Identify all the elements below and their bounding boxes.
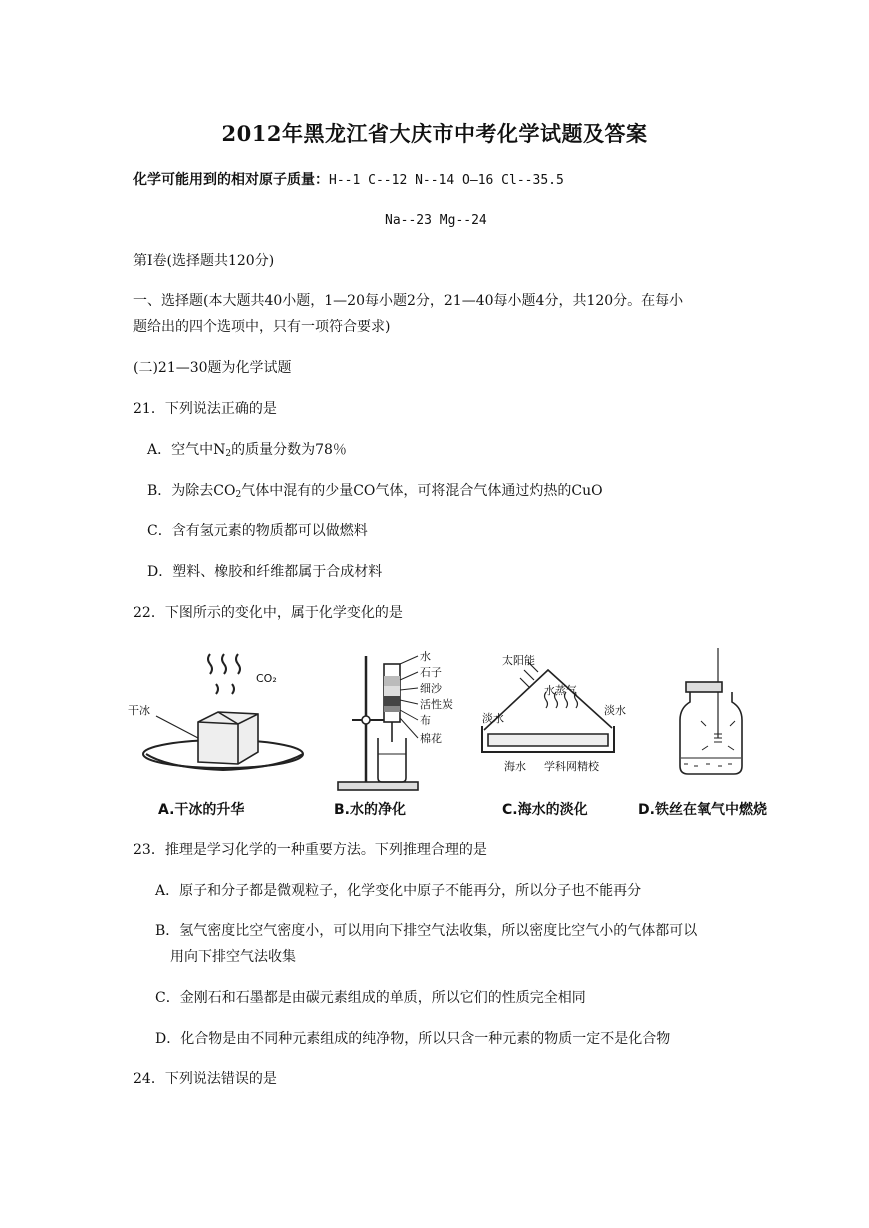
- co2-label: CO₂: [256, 672, 277, 685]
- label-seawater: 海水: [504, 760, 526, 773]
- caption-b: B.水的净化: [334, 802, 406, 818]
- instructions-line-1: 一、选择题(本大题共40小题，1—20每小题2分，21—40每小题4分，共120分。在每小: [133, 293, 684, 309]
- question-23-option-d: D．化合物是由不同种元素组成的纯净物，所以只含一种元素的物质一定不是化合物: [155, 1031, 671, 1047]
- atomic-mass-line-1: [133, 170, 564, 191]
- question-24-stem: 24．下列说法错误的是: [133, 1071, 277, 1087]
- question-21-option-d: D．塑料、橡胶和纤维都属于合成材料: [147, 564, 383, 580]
- question-21-option-b: B．为除去$CO_2$气体中混有的少量CO气体，可将混合气体通过灼热的CuO: [147, 483, 603, 500]
- label-watermark: 学科网精校: [544, 760, 599, 773]
- instructions-line-2: 题给出的四个选项中，只有一项符合要求): [133, 319, 391, 335]
- label-solar: 太阳能: [502, 654, 535, 667]
- label-pebbles: 石子: [420, 666, 442, 679]
- label-fresh-left: 淡水: [482, 712, 504, 725]
- caption-d: D.铁丝在氧气中燃烧: [638, 802, 767, 818]
- desalination-illustration: [482, 653, 626, 773]
- caption-c: C.海水的淡化: [502, 802, 588, 818]
- question-23-stem: 23．推理是学习化学的一种重要方法。下列推理合理的是: [133, 842, 487, 858]
- label-vapor: 水蒸气: [544, 684, 577, 697]
- subsection-heading: (二)21—30题为化学试题: [133, 360, 292, 376]
- dry-ice-illustration: [128, 654, 303, 770]
- question-21-option-a: A．空气中$N_2$的质量分数为78％: [147, 442, 347, 459]
- label-activated-carbon: 活性炭: [420, 698, 453, 711]
- label-fresh-right: 淡水: [604, 704, 626, 717]
- question-21-option-c: C．含有氢元素的物质都可以做燃料: [147, 523, 368, 539]
- atomic-mass-label: 化学可能用到的相对原子质量：: [133, 172, 329, 188]
- section-heading: 第Ⅰ卷(选择题共120分): [133, 253, 275, 269]
- question-21-stem: 21．下列说法正确的是: [133, 401, 277, 417]
- label-cotton: 棉花: [420, 732, 442, 745]
- question-22-stem: 22．下图所示的变化中，属于化学变化的是: [133, 605, 403, 621]
- label-fine-sand: 细沙: [420, 682, 442, 695]
- question-23-option-a: A．原子和分子都是微观粒子，化学变化中原子不能再分，所以分子也不能再分: [155, 883, 642, 899]
- iron-wire-illustration: [680, 648, 742, 774]
- question-23-option-b-line-2: 用向下排空气法收集: [170, 949, 296, 965]
- page-title: 2012年黑龙江省大庆市中考化学试题及答案: [221, 121, 648, 146]
- dry-ice-label: 干冰: [128, 704, 150, 717]
- label-water: 水: [420, 650, 431, 663]
- atomic-mass-values-2: Na--23 Mg--24: [385, 213, 487, 228]
- question-23-option-c: C．金刚石和石墨都是由碳元素组成的单质，所以它们的性质完全相同: [155, 990, 586, 1006]
- label-cloth: 布: [420, 714, 431, 727]
- atomic-mass-values-1: H--1 C--12 N--14 O—16 Cl--35.5: [329, 173, 564, 188]
- caption-a: A.干冰的升华: [158, 802, 245, 818]
- water-filter-illustration: [338, 649, 453, 790]
- question-23-option-b-line-1: B．氢气密度比空气密度小，可以用向下排空气法收集，所以密度比空气小的气体都可以: [155, 923, 698, 939]
- question-22-figure: [128, 642, 808, 824]
